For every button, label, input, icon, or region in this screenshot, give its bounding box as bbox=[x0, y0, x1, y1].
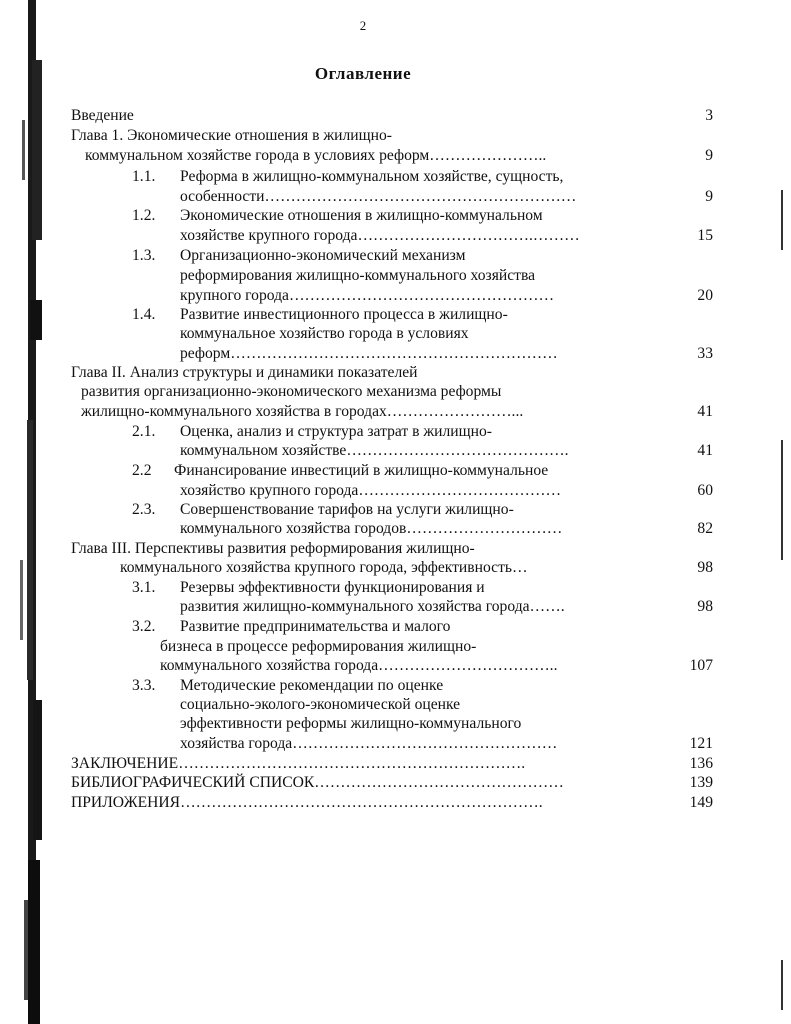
toc-conclusion-page: 136 bbox=[689, 755, 713, 772]
toc-s21-page: 41 bbox=[697, 442, 713, 459]
toc-s21-num: 2.1. bbox=[132, 423, 156, 440]
toc-intro-text: Введение bbox=[71, 107, 134, 124]
toc-s32-line3: коммунального хозяйства города…………………………….. bbox=[160, 657, 558, 674]
toc-appendices-page: 149 bbox=[689, 794, 713, 811]
toc-s33-line2: социально-эколого-экономической оценке bbox=[180, 696, 461, 713]
toc-s31-page: 98 bbox=[697, 598, 713, 615]
toc-s32-page: 107 bbox=[689, 657, 713, 674]
toc-s13-page: 20 bbox=[697, 287, 713, 304]
toc-s12-line2: хозяйстве крупного города…………………………….……… bbox=[180, 227, 580, 244]
toc-ch2-line1: Глава II. Анализ структуры и динамики показателей bbox=[71, 364, 418, 381]
scan-right-mark bbox=[781, 190, 783, 250]
toc-s12-page: 15 bbox=[697, 227, 713, 244]
toc-ch1-line2: коммунальном хозяйстве города в условиях реформ………………….. bbox=[85, 147, 547, 164]
scan-edge-shadow bbox=[0, 0, 46, 1024]
toc-ch3-page: 98 bbox=[697, 559, 713, 576]
toc-appendices-text: ПРИЛОЖЕНИЯ……………………………………………………………. bbox=[71, 794, 543, 811]
toc-s22-page: 60 bbox=[697, 482, 713, 499]
toc-s23-line2: коммунального хозяйства городов………………………… bbox=[180, 520, 563, 537]
toc-s23-num: 2.3. bbox=[132, 501, 156, 518]
toc-s11-line1: Реформа в жилищно-коммунальном хозяйстве, сущность, bbox=[180, 168, 564, 185]
toc-s23-page: 82 bbox=[697, 520, 713, 537]
scan-right-mark bbox=[781, 440, 783, 560]
toc-s22-line2: хозяйство крупного города………………………………… bbox=[180, 482, 562, 499]
toc-s31-line2: развития жилищно-коммунального хозяйства города……. bbox=[180, 598, 565, 615]
toc-s31-line1: Резервы эффективности функционирования и bbox=[180, 579, 485, 596]
toc-ch2-page: 41 bbox=[697, 403, 713, 420]
page-number: 2 bbox=[359, 18, 367, 33]
toc-s14-num: 1.4. bbox=[132, 306, 156, 323]
toc-s11-page: 9 bbox=[705, 188, 713, 205]
toc-ch1-line1: Глава 1. Экономические отношения в жилищно- bbox=[71, 127, 392, 144]
toc-s22-num: 2.2 bbox=[132, 462, 152, 479]
toc-s32-num: 3.2. bbox=[132, 618, 156, 635]
toc-ch3-line2: коммунального хозяйства крупного города, эффективность… bbox=[120, 559, 528, 576]
toc-ch1-page: 9 bbox=[705, 147, 713, 164]
toc-ch3-line1: Глава III. Перспективы развития реформирования жилищно- bbox=[71, 540, 475, 557]
toc-bibliography-page: 139 bbox=[689, 774, 713, 791]
toc-ch2-line2: развития организационно-экономического механизма реформы bbox=[81, 383, 502, 400]
toc-s13-num: 1.3. bbox=[132, 247, 156, 264]
toc-bibliography-text: БИБЛИОГРАФИЧЕСКИЙ СПИСОК………………………………………… bbox=[71, 774, 564, 791]
toc-s21-line1: Оценка, анализ и структура затрат в жилищно- bbox=[180, 423, 492, 440]
toc-s13-line1: Организационно-экономический механизм bbox=[180, 247, 466, 264]
toc-s33-line1: Методические рекомендации по оценке bbox=[180, 677, 444, 694]
toc-conclusion-text: ЗАКЛЮЧЕНИЕ…………………………………………………………. bbox=[71, 755, 526, 772]
toc-s33-page: 121 bbox=[689, 735, 713, 752]
toc-s12-line1: Экономические отношения в жилищно-коммунальном bbox=[180, 207, 543, 224]
toc-s14-line2: коммунальное хозяйство города в условиях bbox=[180, 325, 469, 342]
toc-s32-line2: бизнеса в процессе реформирования жилищно- bbox=[160, 638, 477, 655]
toc-s22-line1: Финансирование инвестиций в жилищно-коммунальное bbox=[174, 462, 549, 479]
page-title: Оглавление bbox=[314, 64, 412, 83]
toc-s31-num: 3.1. bbox=[132, 579, 156, 596]
toc-s11-line2: особенности…………………………………………………… bbox=[180, 188, 577, 205]
toc-ch2-line3: жилищно-коммунального хозяйства в городах……………………... bbox=[81, 403, 524, 420]
toc-s23-line1: Совершенствование тарифов на услуги жилищно- bbox=[180, 501, 514, 518]
toc-s33-line4: хозяйства города…………………………………………… bbox=[180, 735, 558, 752]
toc-s33-num: 3.3. bbox=[132, 677, 156, 694]
toc-s14-line1: Развитие инвестиционного процесса в жилищно- bbox=[180, 306, 508, 323]
toc-s12-num: 1.2. bbox=[132, 207, 156, 224]
toc-intro-page: 3 bbox=[705, 107, 713, 124]
toc-s33-line3: эффективности реформы жилищно-коммунального bbox=[180, 715, 522, 732]
toc-s14-line3: реформ……………………………………………………… bbox=[180, 345, 558, 362]
toc-s13-line2: реформирования жилищно-коммунального хозяйства bbox=[180, 267, 536, 284]
toc-s14-page: 33 bbox=[697, 345, 713, 362]
scan-right-mark bbox=[781, 960, 783, 1010]
toc-s32-line1: Развитие предпринимательства и малого bbox=[180, 618, 451, 635]
toc-s13-line3: крупного города…………………………………………… bbox=[180, 287, 555, 304]
toc-s21-line2: коммунальном хозяйстве……………………………………. bbox=[180, 442, 569, 459]
toc-s11-num: 1.1. bbox=[132, 168, 156, 185]
